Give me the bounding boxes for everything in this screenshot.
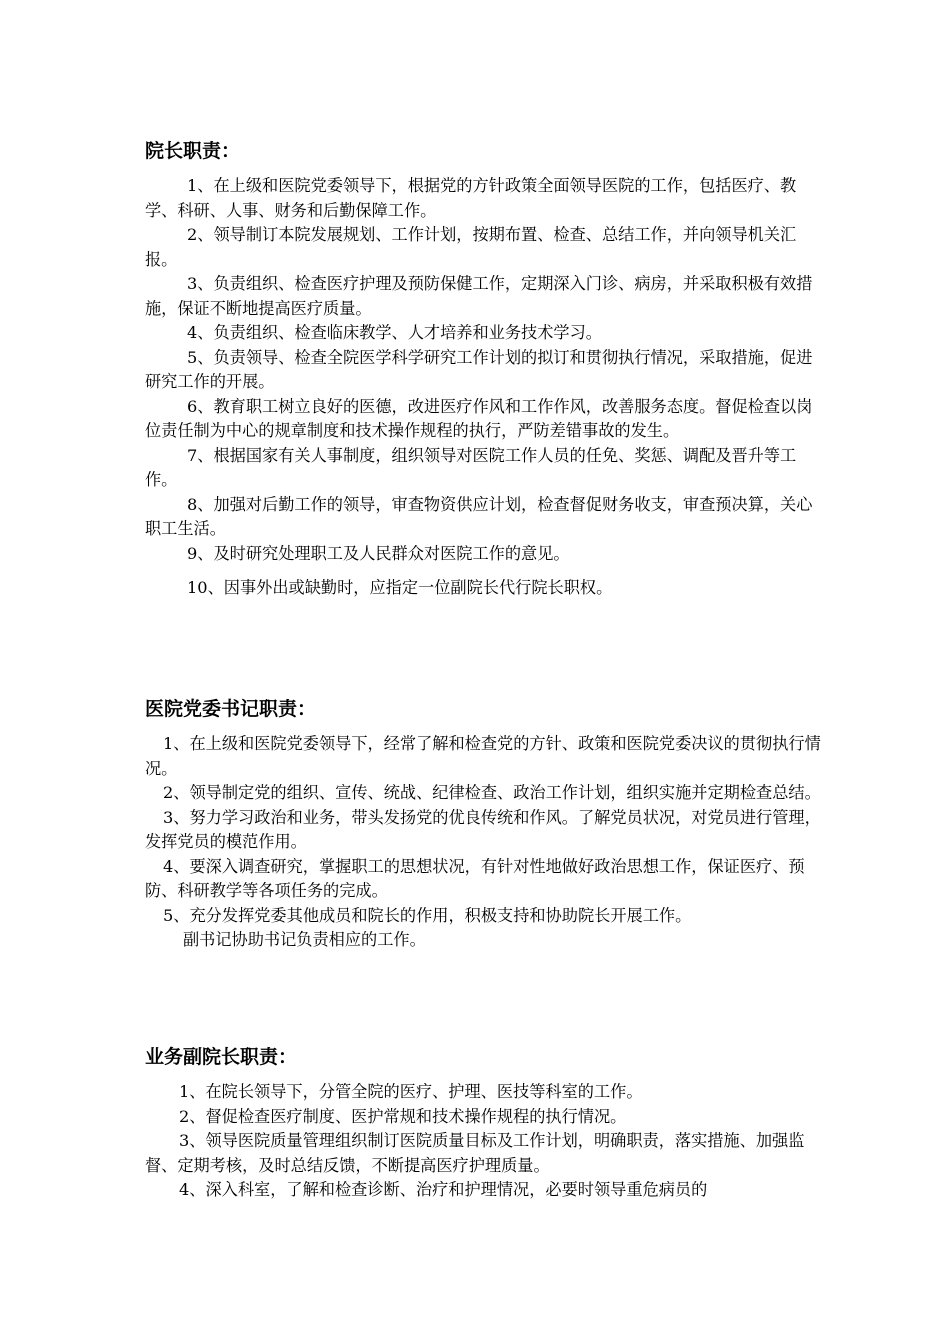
duty-item: 2、督促检查医疗制度、医护常规和技术操作规程的执行情况。 <box>179 1106 627 1126</box>
duty-item: 2、领导制订本院发展规划、工作计划，按期布置、检查、总结工作，并向领导机关汇报。 <box>145 225 797 269</box>
section-party-secretary-duties <box>145 696 825 953</box>
duty-item: 3、努力学习政治和业务，带头发扬党的优良传统和作风。了解党员状况，对党员进行管理，发挥党员的模范作用。 <box>145 807 821 851</box>
duty-item: 10、因事外出或缺勤时，应指定一位副院长代行院长职权。 <box>187 578 613 597</box>
duty-item: 1、在上级和医院党委领导下，根据党的方针政策全面领导医院的工作，包括医疗、教学、科研、人事、财务和后勤保障工作。 <box>145 176 797 220</box>
duty-item: 3、负责组织、检查医疗护理及预防保健工作，定期深入门诊、病房，并采取积极有效措施，保证不断地提高医疗质量。 <box>145 274 813 318</box>
duty-item: 8、加强对后勤工作的领导，审查物资供应计划，检查督促财务收支，审查预决算，关心职工生活。 <box>145 494 813 538</box>
duty-item: 5、负责领导、检查全院医学科学研究工作计划的拟订和贯彻执行情况，采取措施，促进研究工作的开展。 <box>145 347 813 391</box>
section-heading: 业务副院长职责： <box>145 1046 298 1068</box>
duty-item: 3、领导医院质量管理组织制订医院质量目标及工作计划，明确职责，落实措施、加强监督、定期考核，及时总结反馈，不断提高医疗护理质量。 <box>145 1131 805 1175</box>
section-president-duties <box>145 138 825 601</box>
duty-note: 副书记协助书记负责相应的工作。 <box>183 930 426 949</box>
section-heading: 院长职责： <box>145 140 241 162</box>
section-vice-president-duties <box>145 1044 825 1203</box>
duty-item: 2、领导制定党的组织、宣传、统战、纪律检查、政治工作计划，组织实施并定期检查总结。 <box>163 783 821 802</box>
section-heading: 医院党委书记职责： <box>145 698 317 720</box>
duty-item: 5、充分发挥党委其他成员和院长的作用，积极支持和协助院长开展工作。 <box>163 905 692 925</box>
duty-item: 7、根据国家有关人事制度，组织领导对医院工作人员的任免、奖惩、调配及晋升等工作。 <box>145 445 797 489</box>
duty-item: 4、要深入调查研究，掌握职工的思想状况，有针对性地做好政治思想工作，保证医疗、预防、科研教学等各项任务的完成。 <box>145 856 805 900</box>
duty-item: 1、在上级和医院党委领导下，经常了解和检查党的方针、政策和医院党委决议的贯彻执行情况。 <box>145 734 821 778</box>
duty-item: 6、教育职工树立良好的医德，改进医疗作风和工作作风，改善服务态度。督促检查以岗位责任制为中心的规章制度和技术操作规程的执行，严防差错事故的发生。 <box>145 396 813 440</box>
duty-item: 1、在院长领导下，分管全院的医疗、护理、医技等科室的工作。 <box>179 1082 643 1101</box>
duty-item: 4、负责组织、检查临床教学、人才培养和业务技术学习。 <box>187 323 602 342</box>
duty-item: 4、深入科室，了解和检查诊断、治疗和护理情况，必要时领导重危病员的 <box>179 1180 708 1199</box>
duty-item: 9、及时研究处理职工及人民群众对医院工作的意见。 <box>187 543 570 563</box>
